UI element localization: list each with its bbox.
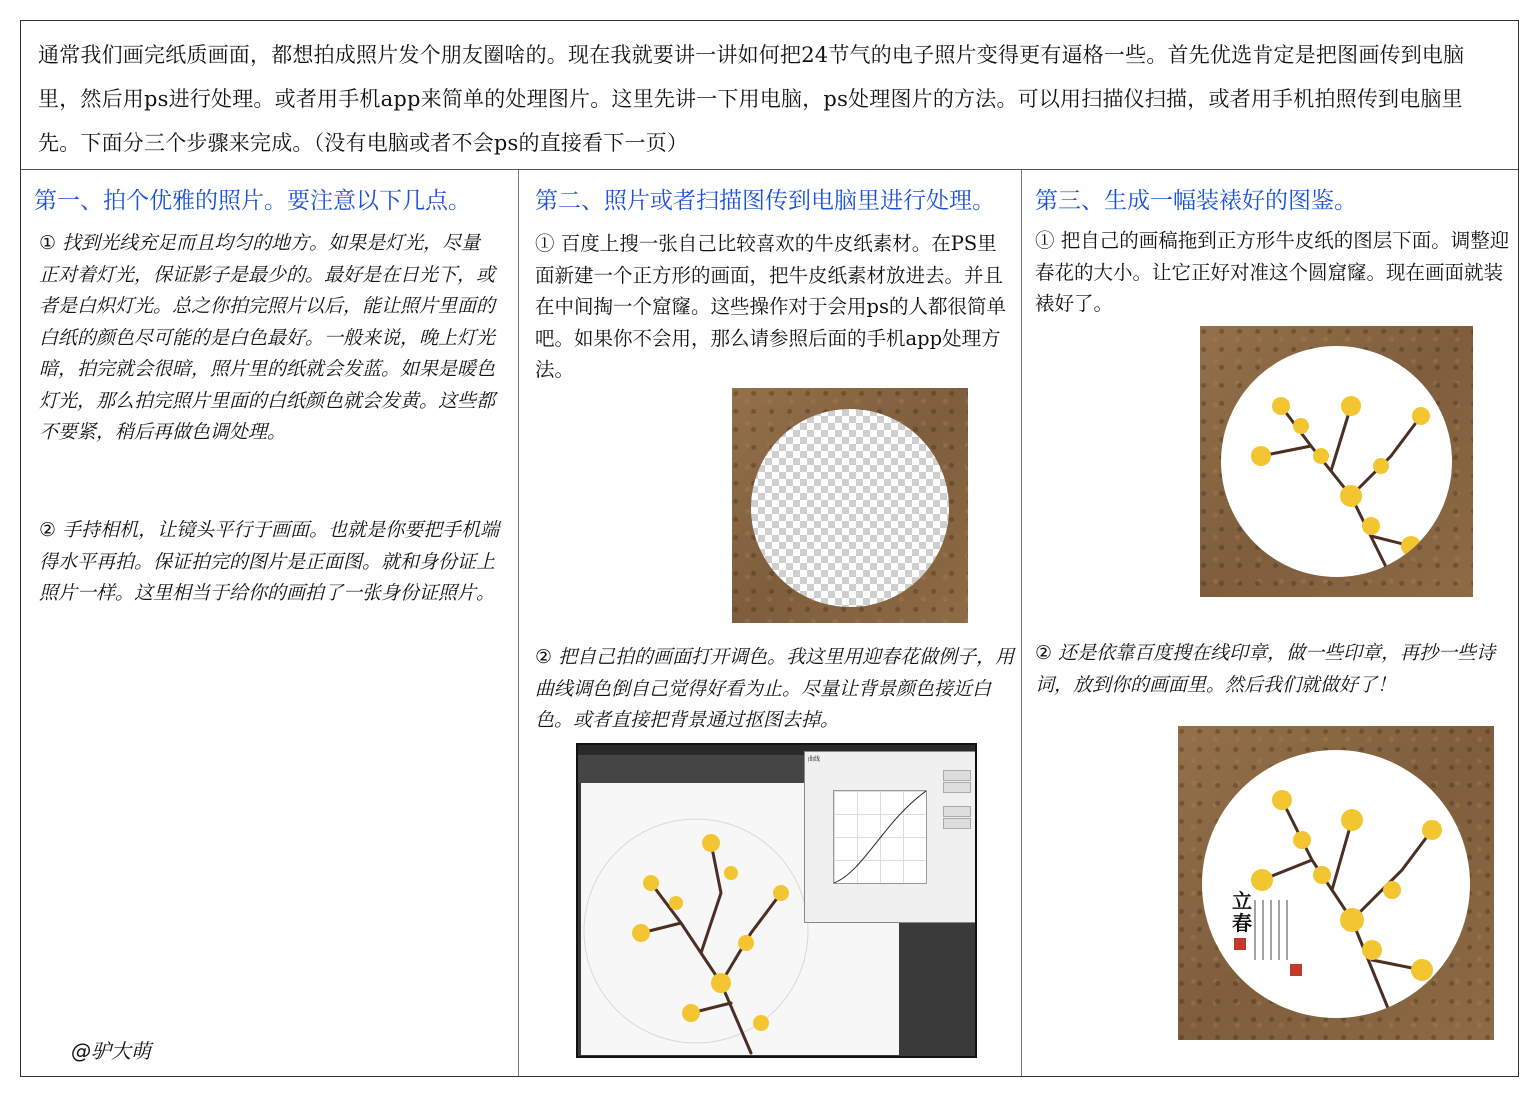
curves-graph — [833, 790, 927, 884]
step-one-heading: 第一、拍个优雅的照片。要注意以下几点。 — [34, 188, 471, 214]
kraft-paper-with-hole-image — [732, 388, 968, 623]
reset-button[interactable] — [943, 782, 971, 793]
author-signature: @驴大萌 — [71, 1039, 151, 1063]
step-one-tip-one: ① 找到光线充足而且均匀的地方。如果是灯光，尽量正对着灯光，保证影子是最少的。最好是在日光下，或者是白炽灯光。总之你拍完照片以后，能让照片里面的白纸的颜色尽可能的是白色最好。一般来说，晚上灯光暗，拍完就会很暗，照片里的纸就会发蓝。如果是暖色灯光，那么拍完照片里面的白纸颜色就会发黄。这些都不要紧，稍后再做色调处理。 — [39, 232, 496, 443]
step-one-tip-two: ② 手持相机，让镜头平行于画面。也就是你要把手机端得水平再拍。保证拍完的图片是正面图。就和身份证上照片一样。这里相当于给你的画拍了一张身份证照片。 — [39, 519, 500, 604]
step-two-heading: 第二、照片或者扫描图传到电脑里进行处理。 — [535, 188, 995, 214]
flower-branch-drawing — [1221, 346, 1452, 577]
final-circle — [1202, 750, 1470, 1018]
curve-line — [834, 791, 926, 883]
ok-button[interactable] — [943, 770, 971, 781]
framed-flower-image — [1200, 326, 1473, 597]
step-two-column — [519, 170, 1022, 1076]
step-two-tip-one: ① 百度上搜一张自己比较喜欢的牛皮纸素材。在PS里面新建一个正方形的画面，把牛皮纸素材放进去。并且在中间掏一个窟窿。这些操作对于会用ps的人都很简单吧。如果你不会用，那么请参照后面的手机app处理方法。 — [535, 232, 1006, 381]
auto-button[interactable] — [943, 806, 971, 817]
flower-branch-drawing — [1202, 750, 1470, 1018]
seal-title: 立春 — [1232, 889, 1252, 935]
step-three-heading: 第三、生成一幅装裱好的图鉴。 — [1035, 188, 1357, 214]
final-artwork-image — [1178, 726, 1494, 1040]
document-frame — [20, 20, 1519, 1077]
red-seal-stamp — [1290, 964, 1302, 976]
poem-inscription — [1254, 900, 1294, 960]
options-button[interactable] — [943, 818, 971, 829]
photoshop-curves-screenshot — [576, 743, 977, 1058]
transparent-circle-hole — [751, 409, 949, 607]
red-seal-stamp — [1234, 938, 1246, 950]
framed-circle — [1221, 346, 1452, 577]
curves-dialog-title: 曲线 — [808, 756, 821, 763]
step-one-column — [21, 170, 519, 1076]
step-two-tip-two: ② 把自己拍的画面打开调色。我这里用迎春花做例子，用曲线调色倒自己觉得好看为止。尽量让背景颜色接近白色。或者直接把背景通过抠图去掉。 — [535, 646, 1015, 731]
step-three-tip-two: ② 还是依靠百度搜在线印章，做一些印章，再抄一些诗词，放到你的画面里。然后我们就做好了！ — [1035, 642, 1496, 696]
step-three-tip-one: ① 把自己的画稿拖到正方形牛皮纸的图层下面。调整迎春花的大小。让它正好对准这个圆窟窿。现在画面就装裱好了。 — [1035, 229, 1510, 315]
intro-paragraph: 通常我们画完纸质画面，都想拍成照片发个朋友圈啥的。现在我就要讲一讲如何把24节气的电子照片变得更有逼格一些。首先优选肯定是把图画传到电脑里，然后用ps进行处理。或者用手机app来简单的处理图片。这里先讲一下用电脑，ps处理图片的方法。可以用扫描仪扫描，或者用手机拍照传到电脑里先。下面分三个步骤来完成。（没有电脑或者不会ps的直接看下一页） — [21, 21, 1518, 170]
curves-dialog — [804, 751, 976, 923]
step-three-column — [1022, 170, 1518, 1076]
